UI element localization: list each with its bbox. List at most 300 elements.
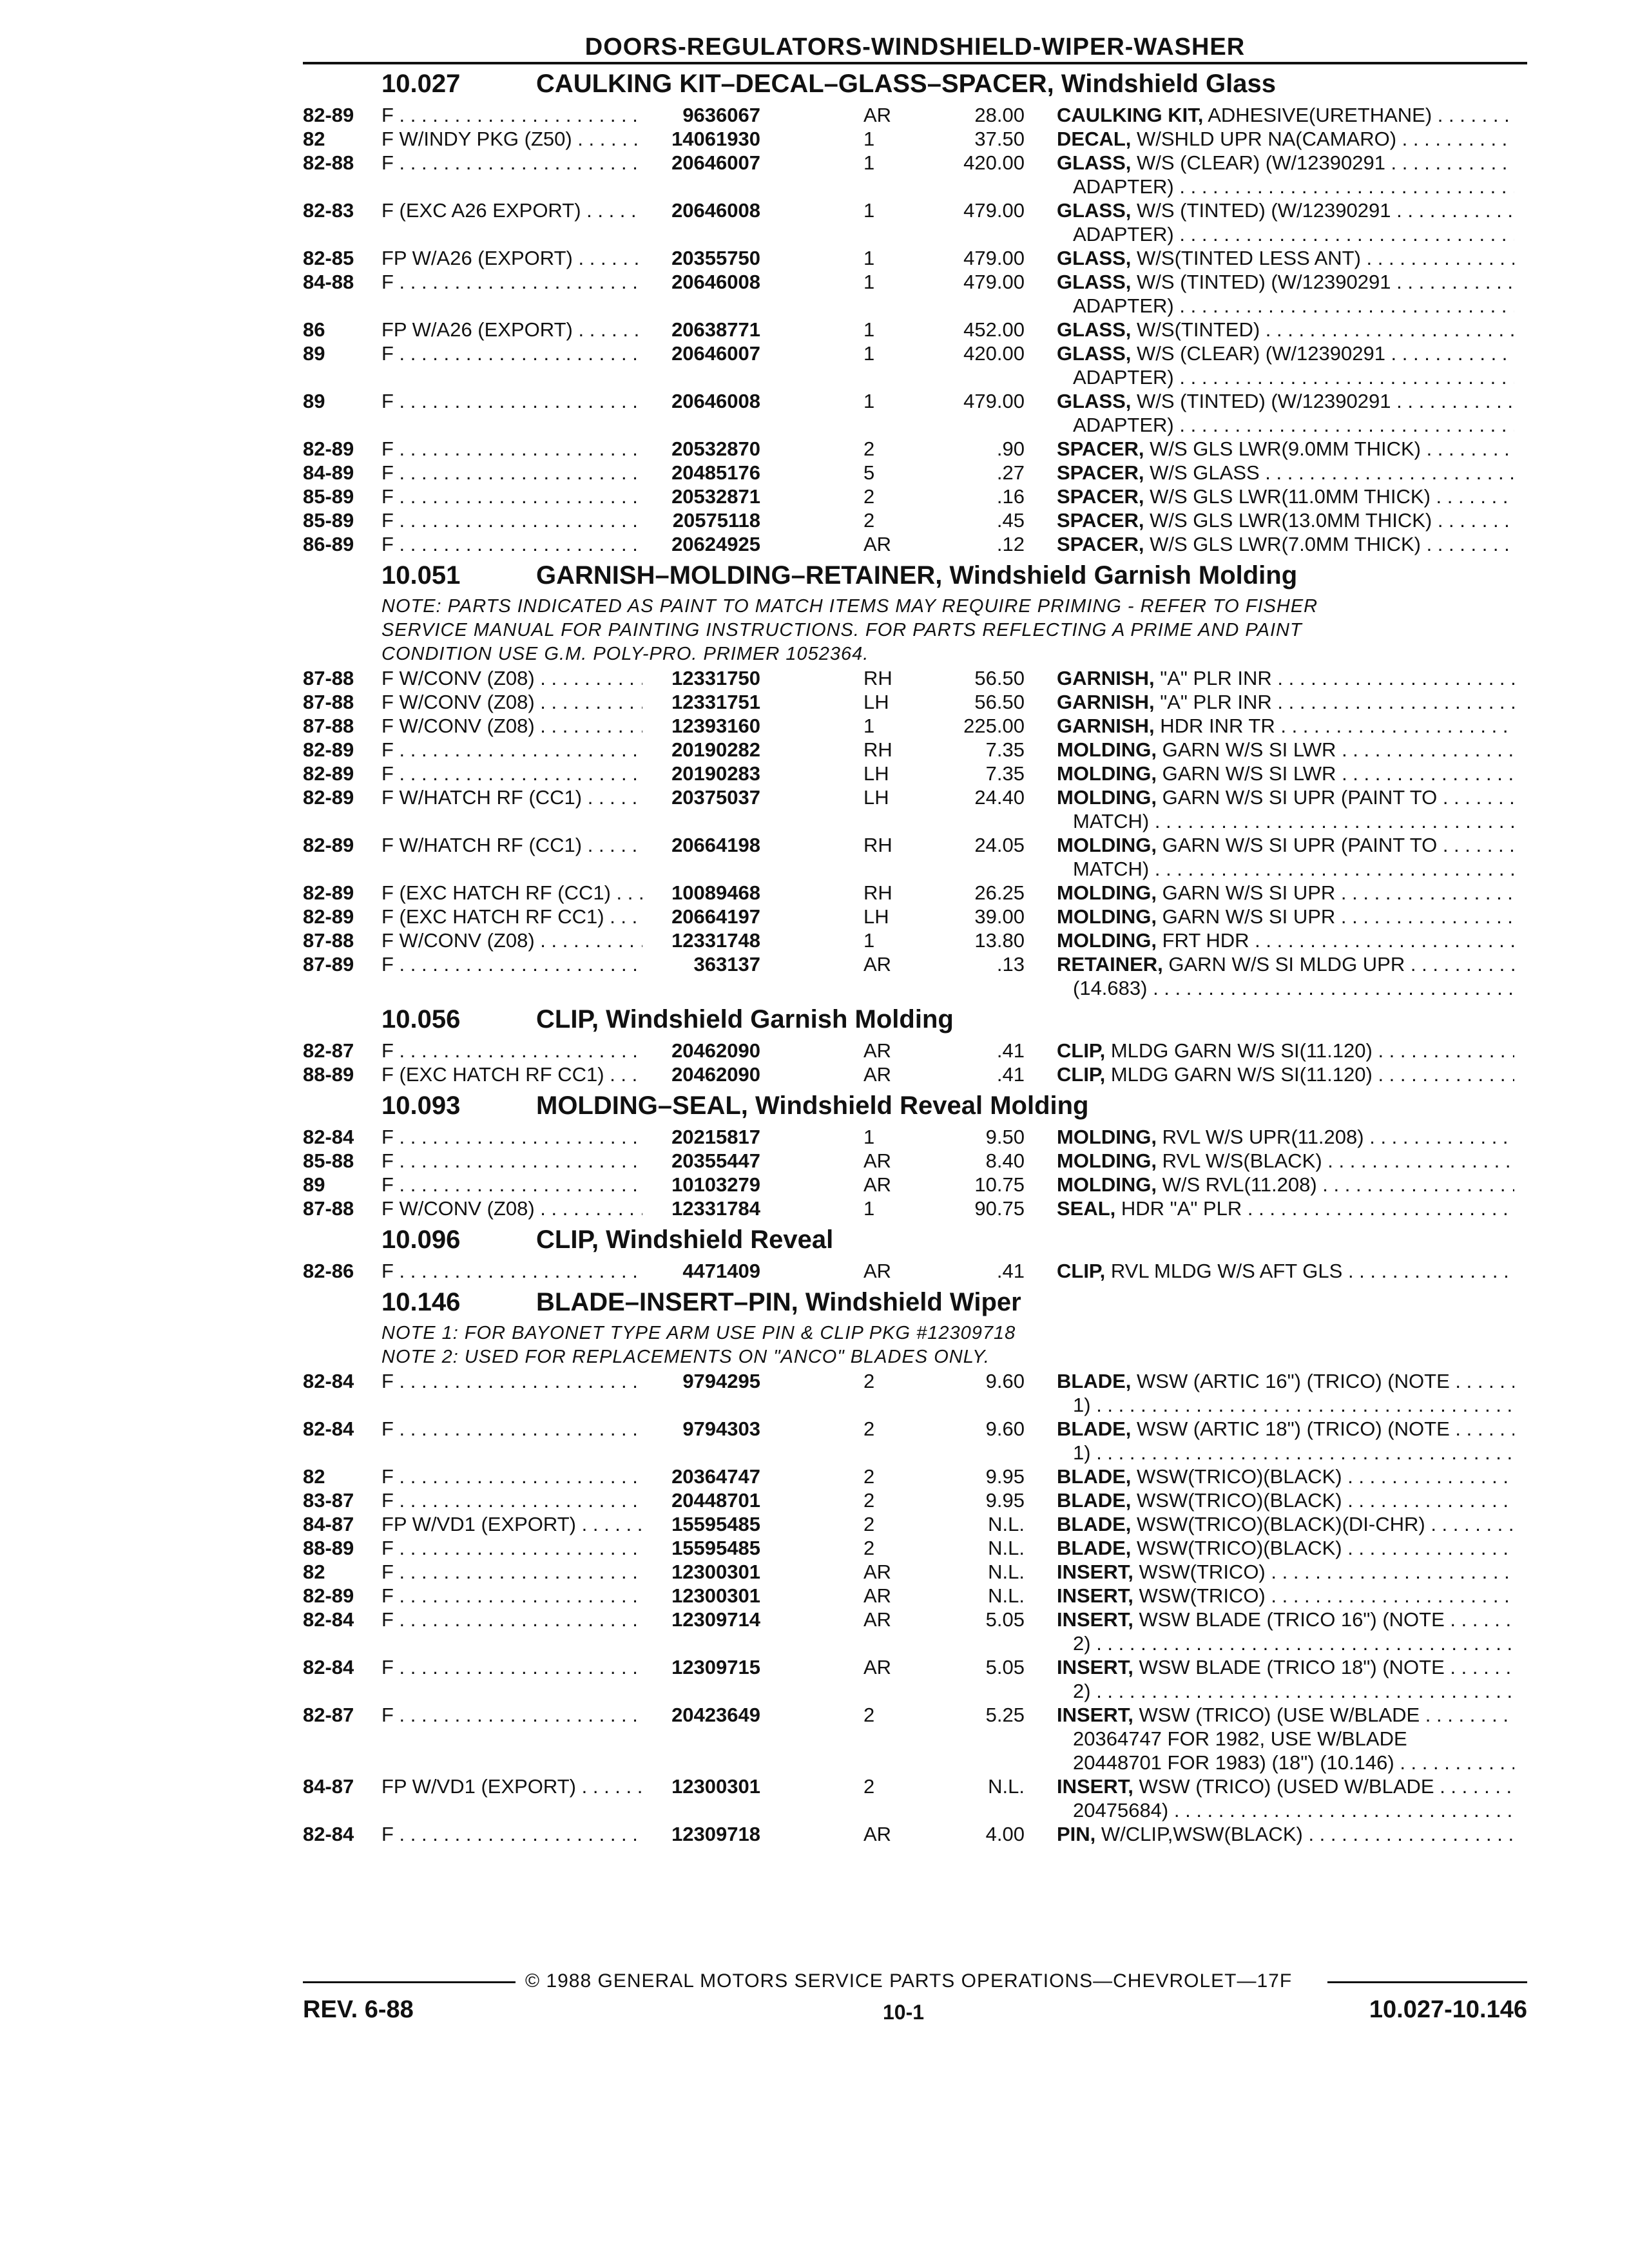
- part-row-line: [303, 738, 1527, 762]
- description-noun: INSERT,: [1057, 1656, 1133, 1678]
- quantity: 2: [863, 1513, 875, 1535]
- price: 9.60: [985, 1418, 1025, 1440]
- model-years: 82-86: [303, 1260, 354, 1282]
- quantity: 2: [863, 1418, 875, 1440]
- part-row-line: [303, 461, 1527, 485]
- part-number: 20190282: [671, 738, 760, 761]
- description: [1057, 1655, 1514, 1679]
- part-row-line: [303, 437, 1527, 461]
- part-number: 20448701: [671, 1489, 760, 1512]
- description-text: W/SHLD UPR NA(CAMARO): [1131, 128, 1397, 150]
- part-row-line: [303, 103, 1527, 127]
- part-row-line: [303, 270, 1527, 294]
- part-number: 10089468: [671, 881, 760, 904]
- model-years: 85-89: [303, 485, 354, 508]
- description-noun: INSERT,: [1057, 1584, 1133, 1607]
- part-row: [303, 1608, 1527, 1655]
- model-years: 82-87: [303, 1039, 354, 1062]
- part-row-line: [303, 1608, 1527, 1631]
- part-row-line: [303, 1196, 1527, 1220]
- part-row: [303, 1536, 1527, 1560]
- part-row: [303, 1512, 1527, 1536]
- model-years: 89: [303, 390, 325, 412]
- model-years: 82-89: [303, 834, 354, 856]
- description: [1057, 881, 1514, 905]
- description: [1057, 928, 1514, 952]
- part-row-line: [303, 318, 1527, 341]
- part-row-continuation: [303, 1679, 1527, 1703]
- description: [1057, 270, 1514, 294]
- part-number: 20646007: [671, 151, 760, 174]
- part-row-line: [303, 1173, 1527, 1196]
- application: F W/CONV (Z08) . . .: [381, 714, 642, 738]
- description-noun: PIN,: [1057, 1823, 1096, 1845]
- part-number: 12300301: [671, 1561, 760, 1583]
- description-noun: MOLDING,: [1057, 762, 1157, 785]
- price: 420.00: [963, 151, 1025, 174]
- model-years: 82-84: [303, 1370, 354, 1392]
- section-heading: [303, 556, 1527, 595]
- quantity: 1: [863, 128, 875, 150]
- description: [1057, 785, 1514, 809]
- quantity: 2: [863, 1489, 875, 1512]
- page-title: DOORS-REGULATORS-WINDSHIELD-WIPER-WASHER: [584, 34, 1246, 61]
- description-text: WSW(TRICO): [1133, 1584, 1266, 1607]
- footer-copyright-line: [303, 1968, 1527, 1994]
- quantity: AR: [863, 1039, 892, 1062]
- quantity: 1: [863, 247, 875, 269]
- application: F (EXC HATCH RF CC1) . . .: [381, 1062, 642, 1086]
- part-row: [303, 1062, 1527, 1086]
- description-text: MLDG GARN W/S SI(11.120): [1105, 1039, 1373, 1062]
- description-text: HDR "A" PLR: [1115, 1197, 1242, 1220]
- description-noun: MOLDING,: [1057, 929, 1157, 952]
- part-row: [303, 103, 1527, 127]
- description-text: W/S (CLEAR) (W/12390291: [1131, 342, 1385, 365]
- part-row-continuation: [303, 175, 1527, 198]
- part-row-continuation: [303, 976, 1527, 1000]
- application: F . . .: [381, 952, 642, 976]
- description-noun: SPACER,: [1057, 485, 1144, 508]
- part-row: [303, 785, 1527, 833]
- application: F . . .: [381, 1149, 642, 1173]
- quantity: AR: [863, 533, 892, 555]
- price: .27: [996, 461, 1025, 484]
- application: F . . .: [381, 1369, 642, 1393]
- section-title: BLADE–INSERT–PIN, Windshield Wiper: [536, 1288, 1021, 1316]
- model-years: 82-84: [303, 1126, 354, 1148]
- description-text: WSW(TRICO)(BLACK): [1131, 1489, 1342, 1512]
- description-continued: (14.683) . . .: [1073, 976, 1514, 1000]
- part-row-continuation: [303, 857, 1527, 881]
- description-noun: GARNISH,: [1057, 715, 1155, 737]
- model-years: 87-88: [303, 667, 354, 689]
- description-noun: GLASS,: [1057, 271, 1132, 293]
- part-number: 20624925: [671, 533, 760, 555]
- description-noun: CAULKING KIT,: [1057, 104, 1204, 126]
- description-continued: ADAPTER) . . .: [1073, 294, 1514, 318]
- description: [1057, 198, 1514, 222]
- price: 90.75: [974, 1197, 1025, 1220]
- application: F . . .: [381, 1536, 642, 1560]
- application: F . . .: [381, 389, 642, 413]
- description-text: RVL MLDG W/S AFT GLS: [1105, 1260, 1343, 1282]
- description: [1057, 1465, 1514, 1488]
- description-noun: MOLDING,: [1057, 905, 1157, 928]
- description: [1057, 437, 1514, 461]
- application: F W/CONV (Z08) . . .: [381, 666, 642, 690]
- part-row-continuation: [303, 1751, 1527, 1774]
- description: [1057, 1259, 1514, 1283]
- part-row: [303, 714, 1527, 738]
- part-row-line: [303, 1512, 1527, 1536]
- part-number: 12331751: [671, 691, 760, 713]
- quantity: 2: [863, 437, 875, 460]
- description: [1057, 1125, 1514, 1149]
- application: F . . .: [381, 1125, 642, 1149]
- price: .13: [996, 953, 1025, 975]
- section-notes: [303, 595, 1527, 666]
- part-number: 12331784: [671, 1197, 760, 1220]
- price: 26.25: [974, 881, 1025, 904]
- quantity: LH: [863, 762, 889, 785]
- section-number: 10.027: [381, 70, 461, 98]
- model-years: 89: [303, 342, 325, 365]
- part-row-line: [303, 532, 1527, 556]
- description-continued: 2) . . .: [1073, 1631, 1514, 1655]
- section-title: CLIP, Windshield Reveal: [536, 1225, 834, 1254]
- part-row-line: [303, 341, 1527, 365]
- application: F (EXC HATCH RF CC1) . . .: [381, 905, 642, 928]
- application: F . . .: [381, 1259, 642, 1283]
- model-years: 84-89: [303, 461, 354, 484]
- description-noun: BLADE,: [1057, 1489, 1132, 1512]
- quantity: RH: [863, 881, 892, 904]
- description-continued: 1) . . .: [1073, 1441, 1514, 1465]
- model-years: 88-89: [303, 1537, 354, 1559]
- part-row: [303, 437, 1527, 461]
- section-number: 10.093: [381, 1091, 461, 1120]
- quantity: 1: [863, 390, 875, 412]
- part-row-line: [303, 151, 1527, 175]
- quantity: 2: [863, 1465, 875, 1488]
- description: [1057, 1196, 1514, 1220]
- part-row-continuation: [303, 1631, 1527, 1655]
- price: 39.00: [974, 905, 1025, 928]
- part-number: 20664198: [671, 834, 760, 856]
- description-text: GARN W/S SI UPR (PAINT TO: [1157, 786, 1438, 809]
- description-noun: CLIP,: [1057, 1260, 1106, 1282]
- model-years: 89: [303, 1173, 325, 1196]
- part-row-continuation: [303, 1441, 1527, 1465]
- description: [1057, 103, 1514, 127]
- description-noun: SPACER,: [1057, 461, 1144, 484]
- description: [1057, 485, 1514, 508]
- application: F . . .: [381, 1703, 642, 1727]
- description-noun: BLADE,: [1057, 1370, 1132, 1392]
- price: .41: [996, 1260, 1025, 1282]
- description-noun: MOLDING,: [1057, 881, 1157, 904]
- description-noun: INSERT,: [1057, 1775, 1133, 1798]
- description: [1057, 151, 1514, 175]
- model-years: 82-89: [303, 738, 354, 761]
- part-row-continuation: [303, 365, 1527, 389]
- part-row-line: [303, 1465, 1527, 1488]
- description: [1057, 532, 1514, 556]
- section-range: 10.027-10.146: [1369, 1996, 1527, 2023]
- description-text: WSW (ARTIC 16") (TRICO) (NOTE: [1131, 1370, 1450, 1392]
- price: 479.00: [963, 271, 1025, 293]
- quantity: RH: [863, 667, 892, 689]
- part-number: 20664197: [671, 905, 760, 928]
- description-noun: GLASS,: [1057, 199, 1132, 222]
- description-noun: BLADE,: [1057, 1513, 1132, 1535]
- description-noun: MOLDING,: [1057, 1126, 1157, 1148]
- note-line: NOTE 1: FOR BAYONET TYPE ARM USE PIN & CLIP PKG #12309718: [381, 1323, 1016, 1343]
- description: [1057, 1149, 1514, 1173]
- part-row-line: [303, 1259, 1527, 1283]
- quantity: AR: [863, 1173, 892, 1196]
- model-years: 82-83: [303, 199, 354, 222]
- description-noun: SPACER,: [1057, 509, 1144, 532]
- quantity: RH: [863, 738, 892, 761]
- application: F . . .: [381, 1584, 642, 1608]
- description-noun: GLASS,: [1057, 342, 1132, 365]
- description: [1057, 1822, 1514, 1846]
- part-row: [303, 690, 1527, 714]
- description-text: WSW BLADE (TRICO 16") (NOTE: [1133, 1608, 1445, 1631]
- part-number: 12309715: [671, 1656, 760, 1678]
- part-row-line: [303, 1062, 1527, 1086]
- description-text: W/S (TINTED) (W/12390291: [1131, 390, 1391, 412]
- description-text: WSW BLADE (TRICO 18") (NOTE: [1133, 1656, 1445, 1678]
- model-years: 83-87: [303, 1489, 354, 1512]
- description-noun: GARNISH,: [1057, 691, 1155, 713]
- part-row-continuation: [303, 809, 1527, 833]
- part-number: 20532870: [671, 437, 760, 460]
- quantity: LH: [863, 691, 889, 713]
- application: F . . .: [381, 1560, 642, 1584]
- price: 56.50: [974, 667, 1025, 689]
- quantity: 2: [863, 1704, 875, 1726]
- model-years: 84-88: [303, 271, 354, 293]
- quantity: AR: [863, 104, 892, 126]
- part-row: [303, 1560, 1527, 1584]
- price: 9.95: [985, 1465, 1025, 1488]
- description: [1057, 1512, 1514, 1536]
- description-text: HDR INR TR: [1154, 715, 1275, 737]
- part-row: [303, 1774, 1527, 1822]
- description-text: W/S(TINTED LESS ANT): [1131, 247, 1361, 269]
- description: [1057, 738, 1514, 762]
- model-years: 82: [303, 1465, 325, 1488]
- model-years: 87-88: [303, 1197, 354, 1220]
- part-row: [303, 151, 1527, 198]
- model-years: 82-89: [303, 437, 354, 460]
- description-continued: 2) . . .: [1073, 1679, 1514, 1703]
- part-number: 15595485: [671, 1537, 760, 1559]
- application: F . . .: [381, 461, 642, 485]
- application: F . . .: [381, 1173, 642, 1196]
- quantity: AR: [863, 1561, 892, 1583]
- quantity: LH: [863, 786, 889, 809]
- part-number: 12300301: [671, 1584, 760, 1607]
- footer-bottom: [303, 1994, 1527, 2025]
- description-text: GARN W/S SI MLDG UPR: [1162, 953, 1405, 975]
- part-number: 12309718: [671, 1823, 760, 1845]
- application: F . . .: [381, 1465, 642, 1488]
- model-years: 82-89: [303, 762, 354, 785]
- description-continued: ADAPTER) . . .: [1073, 413, 1514, 437]
- part-number: 12300301: [671, 1775, 760, 1798]
- application: FP W/VD1 (EXPORT) . . .: [381, 1774, 642, 1798]
- part-row: [303, 952, 1527, 1000]
- description-text: W/S (CLEAR) (W/12390291: [1131, 151, 1385, 174]
- price: 56.50: [974, 691, 1025, 713]
- description-noun: BLADE,: [1057, 1537, 1132, 1559]
- note-line: SERVICE MANUAL FOR PAINTING INSTRUCTIONS. FOR PARTS REFLECTING A PRIME AND PAINT: [381, 620, 1302, 640]
- part-row: [303, 1655, 1527, 1703]
- application: F . . .: [381, 1608, 642, 1631]
- description-continued: ADAPTER) . . .: [1073, 365, 1514, 389]
- quantity: AR: [863, 1656, 892, 1678]
- quantity: 1: [863, 199, 875, 222]
- description-noun: GARNISH,: [1057, 667, 1155, 689]
- part-row: [303, 666, 1527, 690]
- price: 452.00: [963, 318, 1025, 341]
- part-row: [303, 1584, 1527, 1608]
- description: [1057, 1417, 1514, 1441]
- part-number: 20646007: [671, 342, 760, 365]
- description-text: W/S (TINTED) (W/12390291: [1131, 199, 1391, 222]
- part-row-line: [303, 1774, 1527, 1798]
- part-row-continuation: [303, 413, 1527, 437]
- quantity: 2: [863, 1775, 875, 1798]
- price: 7.35: [985, 738, 1025, 761]
- part-number: 20355750: [671, 247, 760, 269]
- price: 479.00: [963, 390, 1025, 412]
- price: .41: [996, 1039, 1025, 1062]
- part-row-line: [303, 485, 1527, 508]
- part-number: 20638771: [671, 318, 760, 341]
- description-text: FRT HDR: [1157, 929, 1249, 952]
- price: 5.25: [985, 1704, 1025, 1726]
- description-text: W/S (TINTED) (W/12390291: [1131, 271, 1391, 293]
- description-noun: MOLDING,: [1057, 834, 1157, 856]
- description: [1057, 666, 1514, 690]
- part-number: 15595485: [671, 1513, 760, 1535]
- description-text: W/S GLS LWR(11.0MM THICK): [1144, 485, 1431, 508]
- price: .45: [996, 509, 1025, 532]
- description-text: W/S(TINTED): [1131, 318, 1260, 341]
- application: F . . .: [381, 341, 642, 365]
- description: [1057, 461, 1514, 485]
- section-10-051: [303, 556, 1527, 1000]
- quantity: 1: [863, 151, 875, 174]
- description-continued: 1) . . .: [1073, 1393, 1514, 1417]
- model-years: 82-87: [303, 1704, 354, 1726]
- price: 9.95: [985, 1489, 1025, 1512]
- model-years: 85-88: [303, 1149, 354, 1172]
- part-row: [303, 1039, 1527, 1062]
- part-row: [303, 270, 1527, 318]
- part-number: 9794295: [682, 1370, 760, 1392]
- description: [1057, 318, 1514, 341]
- description-text: WSW(TRICO): [1133, 1561, 1266, 1583]
- part-row: [303, 341, 1527, 389]
- model-years: 87-88: [303, 691, 354, 713]
- description-text: WSW(TRICO)(BLACK): [1131, 1465, 1342, 1488]
- model-years: 87-88: [303, 715, 354, 737]
- part-number: 20375037: [671, 786, 760, 809]
- model-years: 84-87: [303, 1775, 354, 1798]
- part-row-line: [303, 1149, 1527, 1173]
- application: FP W/VD1 (EXPORT) . . .: [381, 1512, 642, 1536]
- quantity: 1: [863, 715, 875, 737]
- part-number: 20423649: [671, 1704, 760, 1726]
- description-text: WSW (TRICO) (USED W/BLADE: [1133, 1775, 1434, 1798]
- model-years: 82-89: [303, 104, 354, 126]
- price: 420.00: [963, 342, 1025, 365]
- part-row: [303, 1125, 1527, 1149]
- application: F . . .: [381, 1655, 642, 1679]
- section-title: CAULKING KIT–DECAL–GLASS–SPACER, Windshield Glass: [536, 70, 1276, 98]
- description: [1057, 1039, 1514, 1062]
- part-number: 20462090: [671, 1063, 760, 1086]
- quantity: 1: [863, 342, 875, 365]
- description-noun: BLADE,: [1057, 1465, 1132, 1488]
- description-noun: BLADE,: [1057, 1418, 1132, 1440]
- part-row-line: [303, 508, 1527, 532]
- model-years: 84-87: [303, 1513, 354, 1535]
- quantity: AR: [863, 1260, 892, 1282]
- part-row: [303, 461, 1527, 485]
- price: 9.50: [985, 1126, 1025, 1148]
- description: [1057, 1703, 1514, 1727]
- part-number: 10103279: [671, 1173, 760, 1196]
- description-text: W/S GLASS: [1144, 461, 1260, 484]
- part-number: 20532871: [671, 485, 760, 508]
- description: [1057, 833, 1514, 857]
- description-noun: MOLDING,: [1057, 1173, 1157, 1196]
- application: F W/INDY PKG (Z50) . . .: [381, 127, 642, 151]
- part-row-line: [303, 1488, 1527, 1512]
- part-row-continuation: [303, 1798, 1527, 1822]
- application: F . . .: [381, 151, 642, 175]
- part-number: 20215817: [671, 1126, 760, 1148]
- price: 10.75: [974, 1173, 1025, 1196]
- part-row-line: [303, 198, 1527, 222]
- description-continued: MATCH) . . .: [1073, 809, 1514, 833]
- part-number: 20646008: [671, 199, 760, 222]
- description-text: GARN W/S SI UPR (PAINT TO: [1157, 834, 1438, 856]
- price: 9.60: [985, 1370, 1025, 1392]
- description-noun: RETAINER,: [1057, 953, 1163, 975]
- application: F (EXC HATCH RF (CC1) . . .: [381, 881, 642, 905]
- description-text: GARN W/S SI UPR: [1157, 881, 1336, 904]
- description: [1057, 1560, 1514, 1584]
- model-years: 86: [303, 318, 325, 341]
- description: [1057, 246, 1514, 270]
- application: F W/CONV (Z08) . . .: [381, 690, 642, 714]
- note-line: NOTE 2: USED FOR REPLACEMENTS ON "ANCO" BLADES ONLY.: [381, 1347, 990, 1367]
- page-footer: [303, 1968, 1527, 2025]
- application: F . . .: [381, 1417, 642, 1441]
- description: [1057, 690, 1514, 714]
- application: F . . .: [381, 1039, 642, 1062]
- description-noun: SPACER,: [1057, 533, 1144, 555]
- part-row: [303, 738, 1527, 762]
